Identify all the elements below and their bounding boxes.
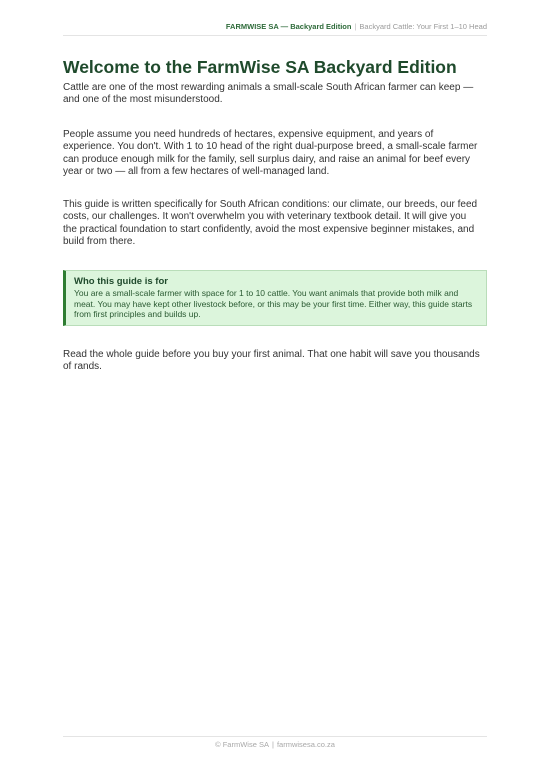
header-doc-title: Backyard Cattle: Your First 1–10 Head xyxy=(359,22,487,31)
guide-purpose-paragraph: This guide is written specifically for South African conditions: our climate, our breeds, our feed costs, our challenges. It won't overwhelm you with veterinary textbook detail. It will give you the practical foundation to start confidently, avoid the most expensive beginner mistakes, and build from there. xyxy=(63,199,478,247)
audience-callout xyxy=(63,270,487,326)
footer-separator: | xyxy=(271,740,274,749)
page-title: Welcome to the FarmWise SA Backyard Edition xyxy=(63,57,457,77)
assumptions-paragraph: People assume you need hundreds of hectares, expensive equipment, and years of experience. You don't. With 1 to 10 head of the right dual-purpose breed, a small-scale farmer can produce enough milk for the family, sell surplus dairy, and raise an animal for beef every year or two — all from a few hectares of well-managed land. xyxy=(63,129,478,177)
header-brand: FARMWISE SA — Backyard Edition xyxy=(225,22,352,31)
page-header xyxy=(63,22,487,36)
page-footer xyxy=(63,736,487,749)
intro-paragraph: Cattle are one of the most rewarding animals a small-scale South African farmer can keep — and one of the most misunderstood. xyxy=(63,82,474,106)
callout-body: You are a small-scale farmer with space for 1 to 10 cattle. You want animals that provide both milk and meat. You may have kept other livestock before, or this may be your first time. Either way, this guide starts from first principles and builds up. xyxy=(74,288,473,319)
header-separator: | xyxy=(354,22,357,31)
callout-title: Who this guide is for xyxy=(74,276,168,287)
footer-website: farmwisesa.co.za xyxy=(276,740,335,749)
footer-copyright: © FarmWise SA xyxy=(215,740,269,749)
advice-paragraph: Read the whole guide before you buy your first animal. That one habit will save you thousands of rands. xyxy=(63,349,480,373)
